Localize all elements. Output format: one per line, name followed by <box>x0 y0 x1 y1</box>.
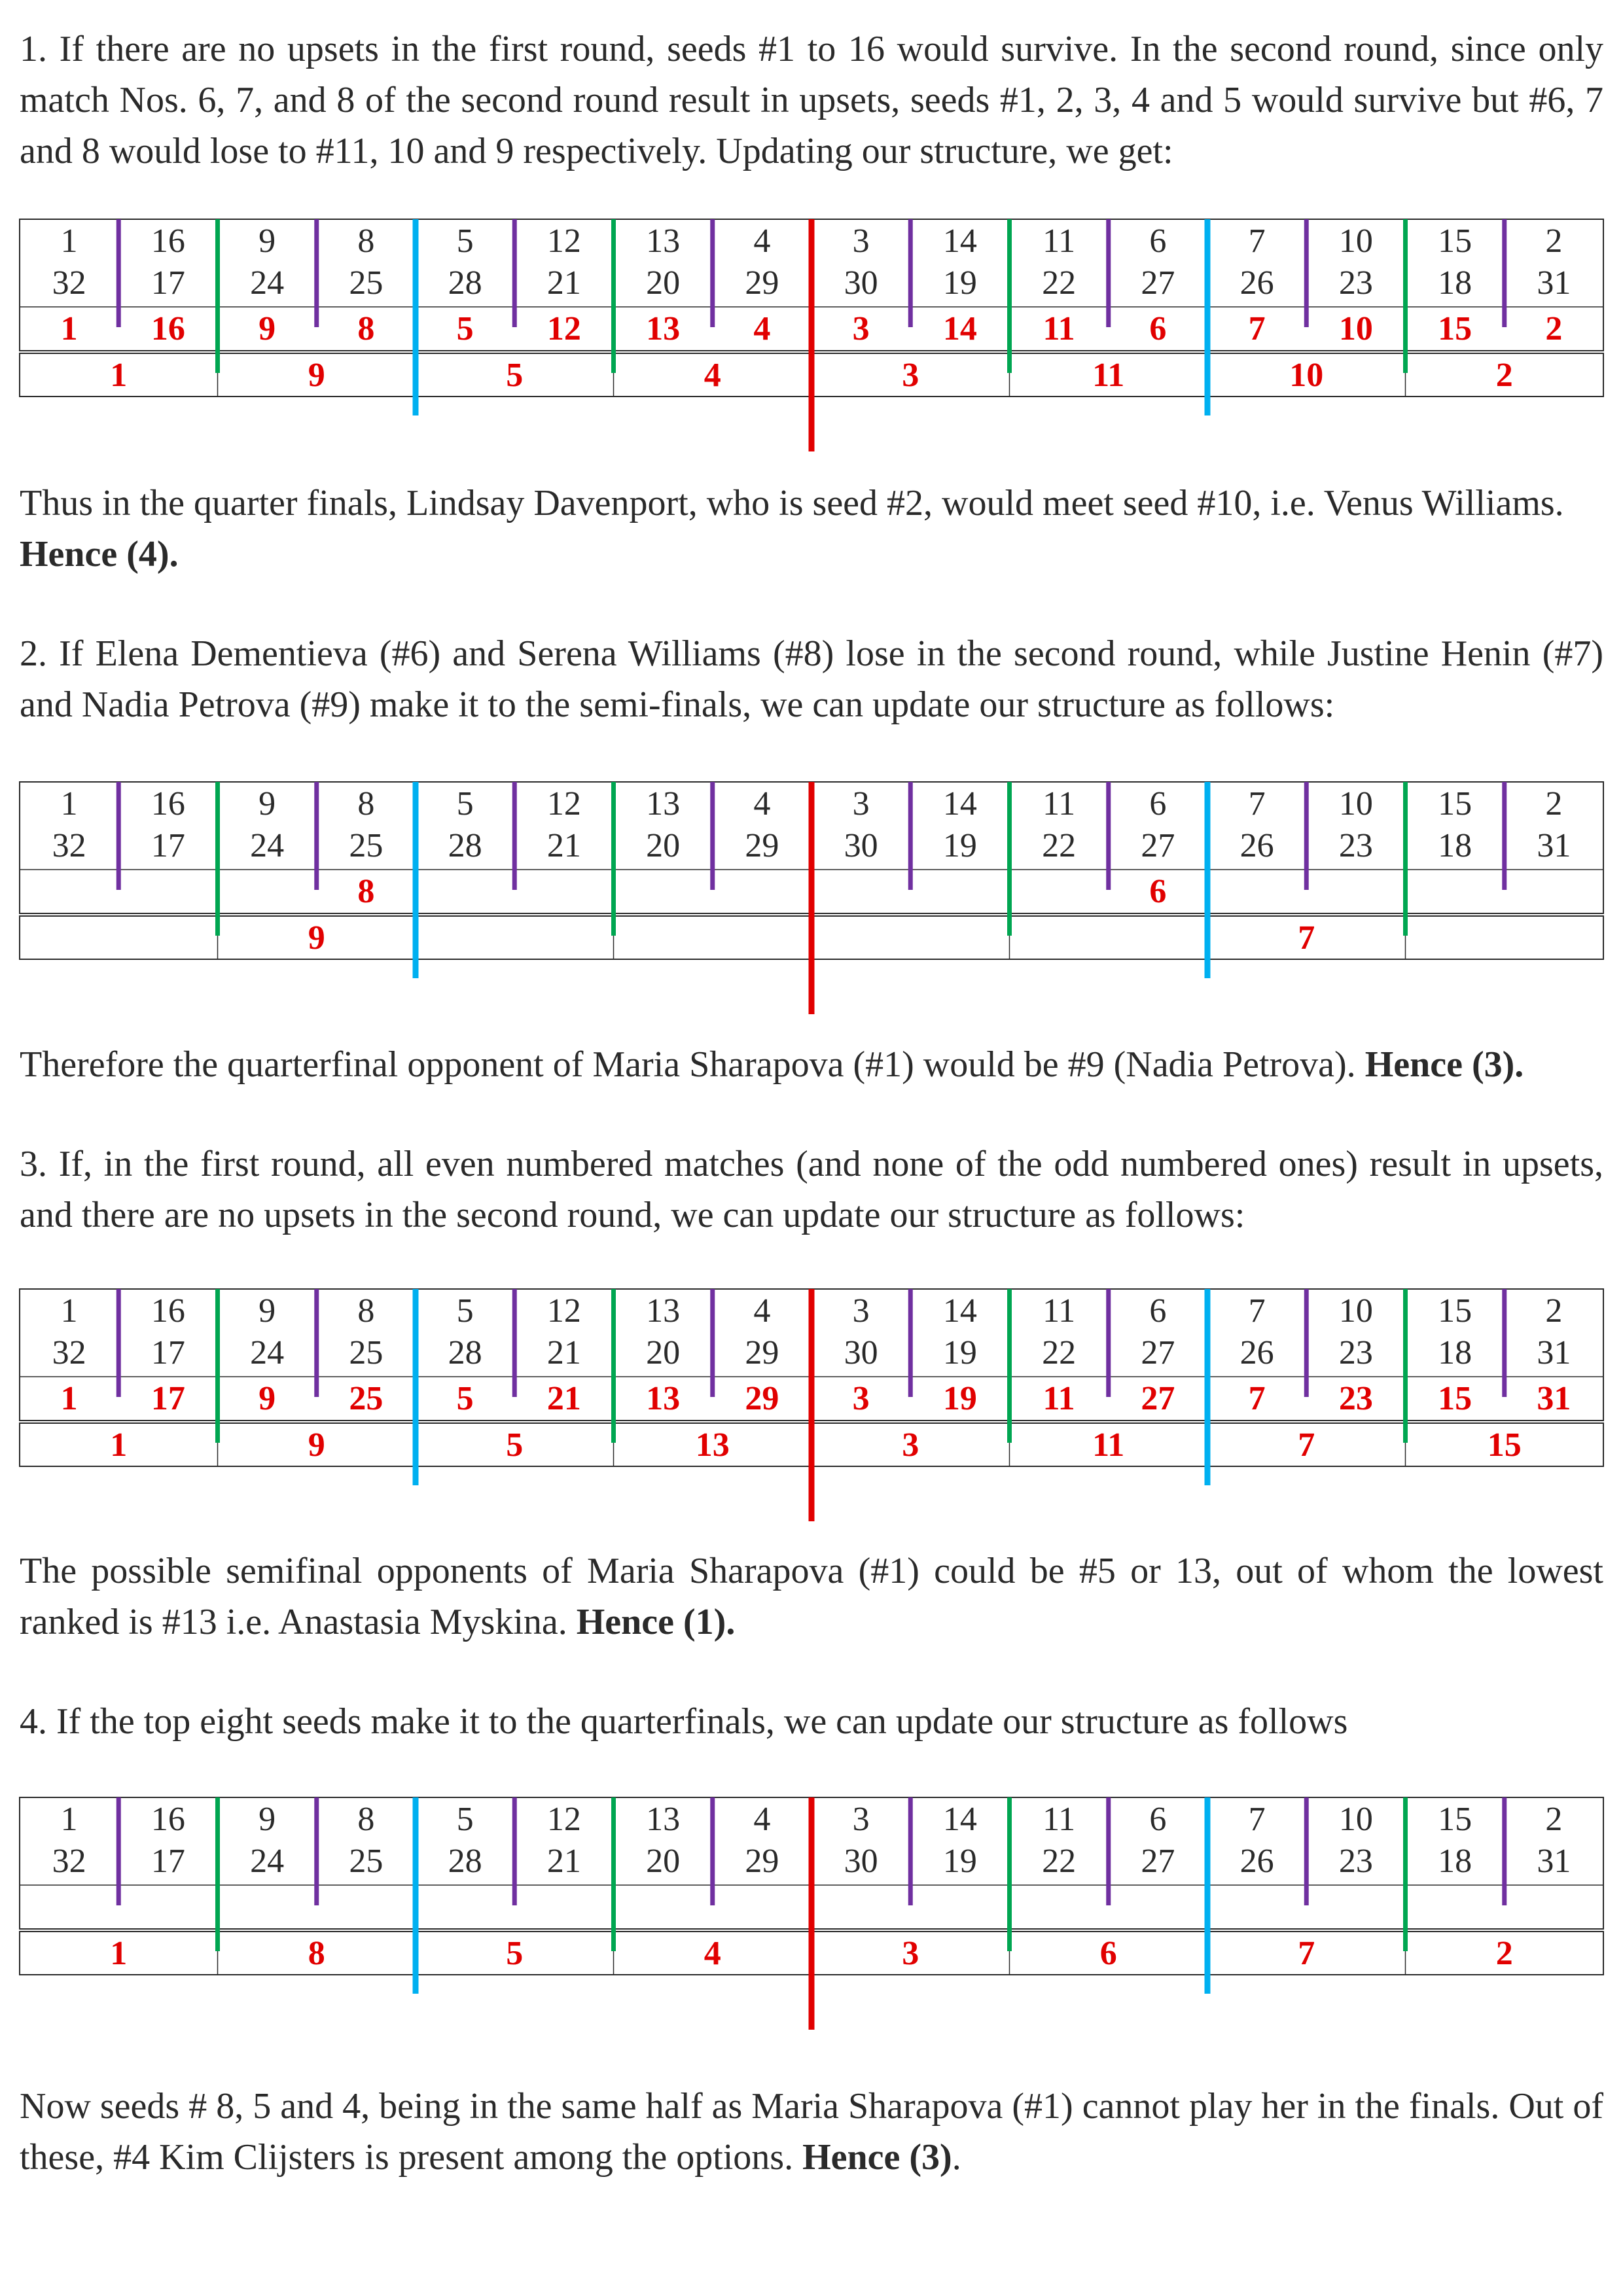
seed-bottom: 28 <box>448 1843 482 1880</box>
seed-top: 16 <box>151 1801 185 1838</box>
round2-winner: 11 <box>1043 310 1075 347</box>
seed-top: 4 <box>753 1292 771 1330</box>
seed-top: 15 <box>1438 1801 1472 1838</box>
bracket-2-svg <box>20 782 1603 1017</box>
seed-bottom: 22 <box>1042 827 1077 864</box>
seed-bottom: 21 <box>546 264 581 302</box>
round3-winner: 13 <box>695 1426 730 1464</box>
seed-top: 7 <box>1248 222 1266 260</box>
seed-top: 2 <box>1545 1801 1563 1838</box>
seed-top: 8 <box>357 222 375 260</box>
round2-winner: 9 <box>259 1380 276 1417</box>
seed-top: 7 <box>1248 1801 1266 1838</box>
seed-bottom: 18 <box>1438 827 1472 864</box>
seed-bottom: 21 <box>546 827 581 864</box>
seed-top: 6 <box>1149 1292 1167 1330</box>
seed-top: 4 <box>753 222 771 260</box>
seed-bottom: 26 <box>1240 1843 1274 1880</box>
round3-winner: 6 <box>1099 1935 1117 1972</box>
round3-winner: 15 <box>1487 1426 1522 1464</box>
round2-winner: 25 <box>349 1380 383 1417</box>
seed-top: 3 <box>852 1292 870 1330</box>
seed-top: 9 <box>259 785 276 822</box>
round2-winner: 3 <box>852 1380 870 1417</box>
seed-top: 6 <box>1149 785 1167 822</box>
round3-winner: 7 <box>1298 919 1315 957</box>
seed-top: 11 <box>1043 1801 1076 1838</box>
seed-top: 15 <box>1438 222 1472 260</box>
seed-top: 5 <box>456 785 474 822</box>
seed-bottom: 20 <box>646 1334 681 1371</box>
seed-bottom: 20 <box>646 264 681 302</box>
seed-top: 14 <box>942 785 977 822</box>
seed-bottom: 26 <box>1240 264 1274 302</box>
seed-bottom: 29 <box>745 1843 779 1880</box>
seed-top: 15 <box>1438 785 1472 822</box>
round3-winner: 4 <box>704 357 721 394</box>
round2-winner: 15 <box>1438 310 1472 347</box>
seed-bottom: 22 <box>1042 264 1077 302</box>
seed-top: 5 <box>456 1292 474 1330</box>
seed-top: 6 <box>1149 1801 1167 1838</box>
seed-bottom: 24 <box>250 264 285 302</box>
seed-bottom: 17 <box>151 1334 185 1371</box>
seed-bottom: 19 <box>942 1334 977 1371</box>
seed-bottom: 23 <box>1338 1334 1373 1371</box>
round2-winner: 1 <box>60 310 78 347</box>
round3-winner: 1 <box>110 1935 128 1972</box>
round2-winner: 17 <box>151 1380 185 1417</box>
round2-winner: 10 <box>1338 310 1373 347</box>
round2-winner: 9 <box>259 310 276 347</box>
round2-winner: 7 <box>1248 310 1266 347</box>
seed-top: 6 <box>1149 222 1167 260</box>
bracket-1 <box>20 219 1603 455</box>
section-4-answer: Hence (3) <box>802 2137 952 2178</box>
section-3-conclusion: The possible semifinal opponents of Maria Sharapova (#1) could be #5 or 13, out of whom the lowest ranked is #13 i.e. Anastasia Myskina. Hence (1). <box>20 1551 1603 1642</box>
round2-winner: 4 <box>753 310 771 347</box>
seed-top: 14 <box>942 1292 977 1330</box>
round3-winner: 9 <box>308 919 325 957</box>
round3-winner: 8 <box>308 1935 325 1972</box>
seed-top: 3 <box>852 222 870 260</box>
seed-bottom: 18 <box>1438 1334 1472 1371</box>
seed-top: 16 <box>151 1292 185 1330</box>
seed-top: 8 <box>357 1292 375 1330</box>
seed-top: 13 <box>646 785 681 822</box>
seed-top: 2 <box>1545 1292 1563 1330</box>
seed-top: 14 <box>942 222 977 260</box>
round2-winner: 23 <box>1338 1380 1373 1417</box>
seed-bottom: 21 <box>546 1334 581 1371</box>
seed-bottom: 31 <box>1537 1843 1571 1880</box>
seed-top: 16 <box>151 785 185 822</box>
seed-bottom: 31 <box>1537 827 1571 864</box>
seed-bottom: 19 <box>942 827 977 864</box>
seed-top: 15 <box>1438 1292 1472 1330</box>
seed-top: 9 <box>259 1292 276 1330</box>
seed-bottom: 23 <box>1338 1843 1373 1880</box>
bracket-1-svg <box>20 219 1603 455</box>
section-4-conclusion: Now seeds # 8, 5 and 4, being in the same half as Maria Sharapova (#1) cannot play her in the finals. Out of these, #4 Kim Clijsters is present among the options. Hence (3). <box>20 2086 1603 2178</box>
round2-winner: 5 <box>456 1380 474 1417</box>
seed-bottom: 24 <box>250 827 285 864</box>
seed-top: 2 <box>1545 222 1563 260</box>
bracket-2 <box>20 782 1603 1017</box>
seed-top: 1 <box>60 222 78 260</box>
seed-bottom: 31 <box>1537 264 1571 302</box>
seed-bottom: 20 <box>646 827 681 864</box>
seed-bottom: 32 <box>52 1843 86 1880</box>
round3-winner: 4 <box>704 1935 721 1972</box>
seed-top: 12 <box>546 785 581 822</box>
seed-bottom: 17 <box>151 1843 185 1880</box>
seed-top: 10 <box>1338 222 1373 260</box>
round3-winner: 7 <box>1298 1935 1315 1972</box>
section-1-intro: 1. If there are no upsets in the first round, seeds #1 to 16 would survive. In the second round, since only match Nos. 6, 7, and 8 of the second round result in upsets, seeds #1, 2, 3, 4 and 5 would survive but #6, 7 and 8 would lose to #11, 10 and 9 respectively. Updating our structure, we get: <box>20 29 1603 171</box>
seed-bottom: 25 <box>349 264 383 302</box>
seed-top: 3 <box>852 785 870 822</box>
seed-top: 8 <box>357 785 375 822</box>
seed-bottom: 24 <box>250 1334 285 1371</box>
seed-top: 16 <box>151 222 185 260</box>
round3-winner: 5 <box>506 357 524 394</box>
round2-winner: 8 <box>357 310 375 347</box>
round2-winner: 1 <box>60 1380 78 1417</box>
seed-bottom: 29 <box>745 827 779 864</box>
seed-top: 1 <box>60 785 78 822</box>
seed-bottom: 30 <box>844 264 878 302</box>
seed-bottom: 32 <box>52 1334 86 1371</box>
seed-top: 7 <box>1248 785 1266 822</box>
seed-bottom: 30 <box>844 827 878 864</box>
round2-winner: 31 <box>1537 1380 1571 1417</box>
seed-bottom: 32 <box>52 264 86 302</box>
seed-bottom: 25 <box>349 1843 383 1880</box>
seed-top: 8 <box>357 1801 375 1838</box>
section-2-answer: Hence (3). <box>1364 1044 1524 1085</box>
seed-bottom: 23 <box>1338 264 1373 302</box>
seed-top: 11 <box>1043 222 1076 260</box>
seed-bottom: 26 <box>1240 1334 1274 1371</box>
round3-winner: 7 <box>1298 1426 1315 1464</box>
seed-top: 3 <box>852 1801 870 1838</box>
seed-top: 1 <box>60 1801 78 1838</box>
round3-winner: 3 <box>902 1935 919 1972</box>
round3-winner: 1 <box>110 357 128 394</box>
round2-winner: 15 <box>1438 1380 1472 1417</box>
seed-bottom: 25 <box>349 827 383 864</box>
seed-top: 9 <box>259 1801 276 1838</box>
round2-winner: 21 <box>546 1380 581 1417</box>
section-3-answer: Hence (1). <box>576 1602 736 1642</box>
round2-winner: 27 <box>1141 1380 1175 1417</box>
round2-winner: 14 <box>942 310 977 347</box>
seed-top: 12 <box>546 1292 581 1330</box>
round2-winner: 6 <box>1149 873 1167 910</box>
section-1-conclusion: Thus in the quarter finals, Lindsay Davenport, who is seed #2, would meet seed #10, i.e. Venus Williams. Hence (4). <box>20 483 1564 574</box>
section-2-conclusion: Therefore the quarterfinal opponent of Maria Sharapova (#1) would be #9 (Nadia Petrova). Hence (3). <box>20 1044 1524 1085</box>
seed-bottom: 28 <box>448 1334 482 1371</box>
seed-top: 1 <box>60 1292 78 1330</box>
seed-bottom: 27 <box>1141 827 1175 864</box>
seed-top: 10 <box>1338 1801 1373 1838</box>
seed-bottom: 25 <box>349 1334 383 1371</box>
seed-bottom: 18 <box>1438 1843 1472 1880</box>
seed-bottom: 27 <box>1141 1843 1175 1880</box>
round2-winner: 13 <box>646 1380 681 1417</box>
round3-winner: 9 <box>308 1426 325 1464</box>
seed-bottom: 28 <box>448 827 482 864</box>
seed-top: 12 <box>546 1801 581 1838</box>
round3-winner: 9 <box>308 357 325 394</box>
round2-winner: 6 <box>1149 310 1167 347</box>
seed-top: 2 <box>1545 785 1563 822</box>
round2-winner: 5 <box>456 310 474 347</box>
seed-bottom: 17 <box>151 827 185 864</box>
seed-top: 13 <box>646 222 681 260</box>
section-3-intro: 3. If, in the first round, all even numbered matches (and none of the odd numbered ones) result in upsets, and there are no upsets in the second round, we can update our structure as follows: <box>20 1144 1603 1235</box>
seed-top: 7 <box>1248 1292 1266 1330</box>
round3-winner: 2 <box>1495 1935 1513 1972</box>
seed-top: 11 <box>1043 1292 1076 1330</box>
round2-winner: 19 <box>942 1380 977 1417</box>
seed-bottom: 30 <box>844 1334 878 1371</box>
round3-winner: 5 <box>506 1426 524 1464</box>
round3-winner: 10 <box>1289 357 1324 394</box>
seed-top: 5 <box>456 222 474 260</box>
seed-bottom: 20 <box>646 1843 681 1880</box>
round2-winner: 13 <box>646 310 681 347</box>
seed-bottom: 29 <box>745 264 779 302</box>
seed-top: 10 <box>1338 785 1373 822</box>
seed-bottom: 32 <box>52 827 86 864</box>
round3-winner: 1 <box>110 1426 128 1464</box>
seed-bottom: 31 <box>1537 1334 1571 1371</box>
seed-bottom: 19 <box>942 1843 977 1880</box>
section-1-answer: Hence (4). <box>20 534 179 574</box>
round3-winner: 2 <box>1495 357 1513 394</box>
round2-winner: 16 <box>151 310 185 347</box>
seed-bottom: 18 <box>1438 264 1472 302</box>
seed-bottom: 30 <box>844 1843 878 1880</box>
seed-bottom: 26 <box>1240 827 1274 864</box>
round2-winner: 3 <box>852 310 870 347</box>
seed-top: 10 <box>1338 1292 1373 1330</box>
seed-bottom: 23 <box>1338 827 1373 864</box>
round3-winner: 3 <box>902 1426 919 1464</box>
seed-top: 4 <box>753 1801 771 1838</box>
round3-winner: 5 <box>506 1935 524 1972</box>
round2-winner: 11 <box>1043 1380 1075 1417</box>
bracket-4 <box>20 1797 1603 2033</box>
bracket-3 <box>20 1289 1603 1525</box>
round2-winner: 29 <box>745 1380 779 1417</box>
seed-bottom: 21 <box>546 1843 581 1880</box>
section-2-intro: 2. If Elena Dementieva (#6) and Serena Williams (#8) lose in the second round, while Justine Henin (#7) and Nadia Petrova (#9) make it to the semi-finals, we can update our structure as follows: <box>20 633 1603 725</box>
round3-winner: 11 <box>1092 357 1125 394</box>
seed-bottom: 22 <box>1042 1334 1077 1371</box>
section-4-intro: 4. If the top eight seeds make it to the quarterfinals, we can update our structure as follows <box>20 1701 1348 1742</box>
round2-winner: 2 <box>1545 310 1563 347</box>
seed-bottom: 29 <box>745 1334 779 1371</box>
seed-top: 5 <box>456 1801 474 1838</box>
seed-top: 11 <box>1043 785 1076 822</box>
seed-top: 9 <box>259 222 276 260</box>
round3-winner: 3 <box>902 357 919 394</box>
seed-bottom: 27 <box>1141 1334 1175 1371</box>
round2-winner: 12 <box>546 310 581 347</box>
seed-top: 4 <box>753 785 771 822</box>
seed-top: 12 <box>546 222 581 260</box>
seed-top: 14 <box>942 1801 977 1838</box>
seed-bottom: 24 <box>250 1843 285 1880</box>
round2-winner: 8 <box>357 873 375 910</box>
seed-bottom: 19 <box>942 264 977 302</box>
seed-bottom: 28 <box>448 264 482 302</box>
seed-bottom: 22 <box>1042 1843 1077 1880</box>
seed-bottom: 17 <box>151 264 185 302</box>
bracket-4-svg <box>20 1797 1603 2033</box>
round3-winner: 11 <box>1092 1426 1125 1464</box>
seed-top: 13 <box>646 1292 681 1330</box>
seed-bottom: 27 <box>1141 264 1175 302</box>
bracket-3-svg <box>20 1289 1603 1525</box>
seed-top: 13 <box>646 1801 681 1838</box>
round2-winner: 7 <box>1248 1380 1266 1417</box>
